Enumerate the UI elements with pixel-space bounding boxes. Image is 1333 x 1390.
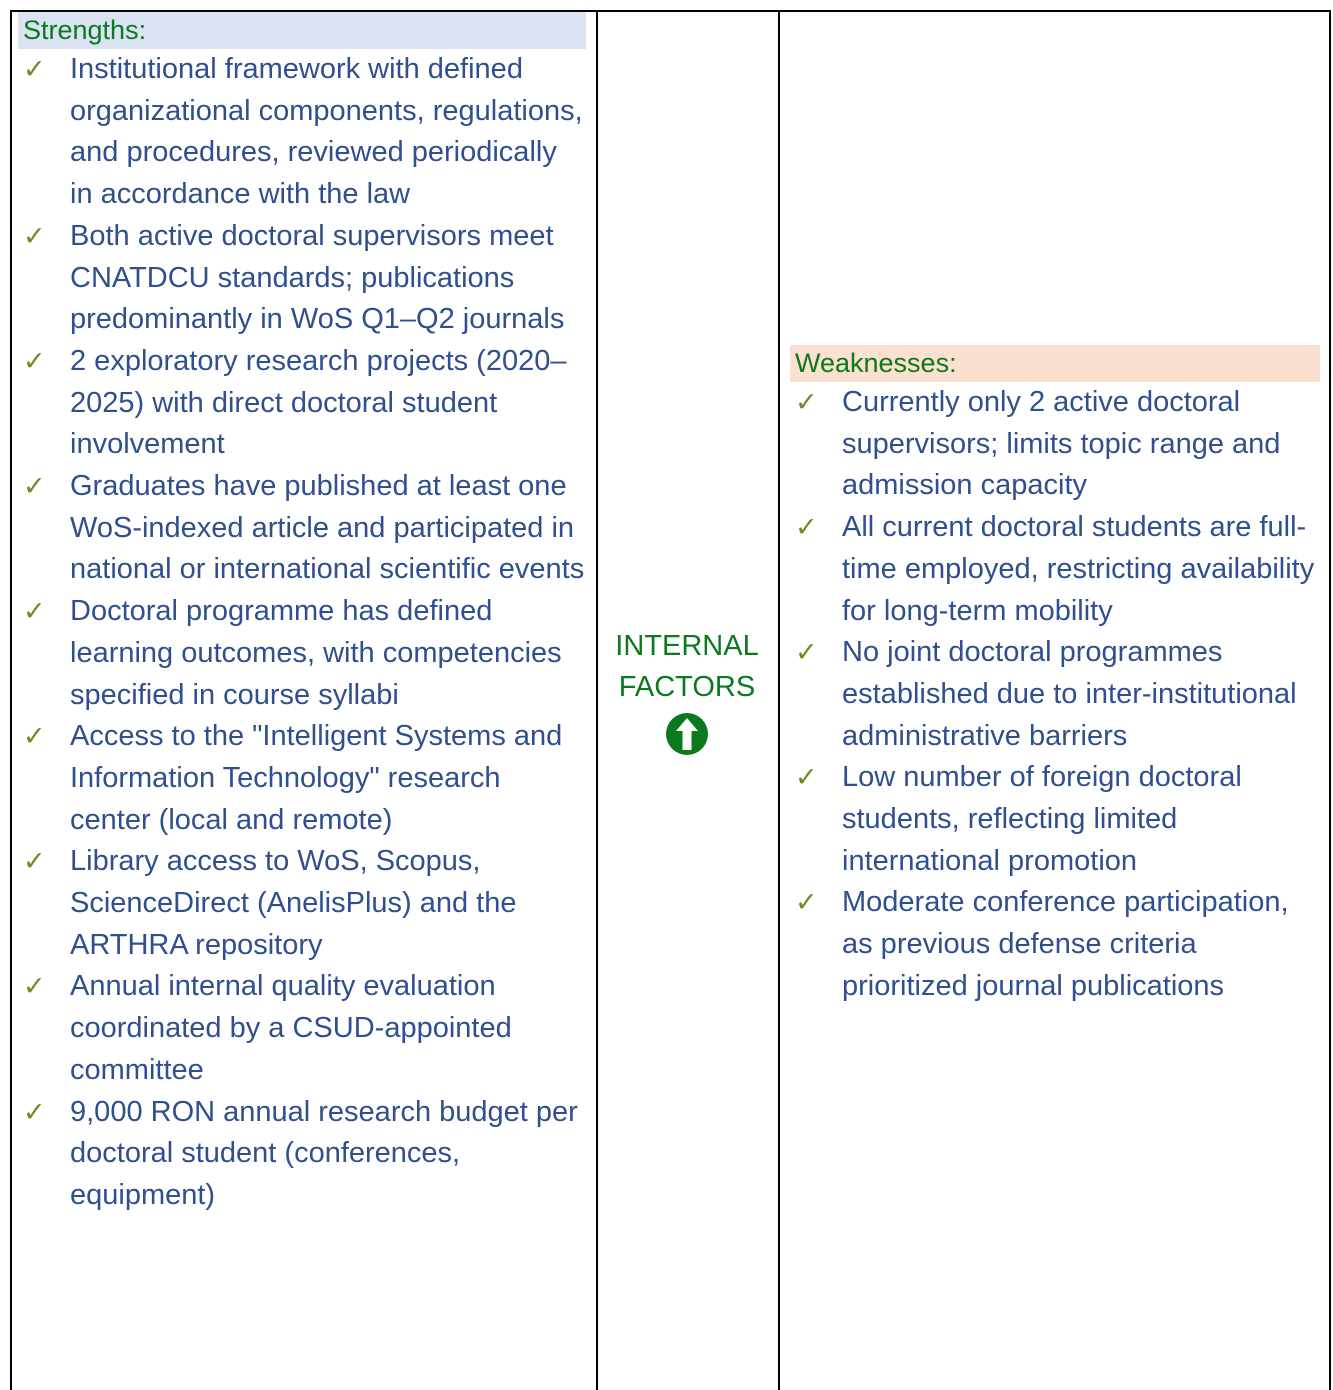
checkmark-icon: ✓ [23,345,46,377]
strengths-column [18,12,586,1217]
checkmark-icon: ✓ [23,54,46,85]
list-item: ✓ Access to the "Intelligent Systems and Information Technology" research center (local and remote) [18,716,586,841]
list-item: ✓ Annual internal quality evaluation coordinated by a CSUD-appointed committee [18,966,586,1091]
checkmark-icon: ✓ [23,1096,46,1128]
checkmark-icon: ✓ [23,471,46,503]
list-item: ✓ Low number of foreign doctoral students, reflecting limited international promotion [790,757,1320,882]
checkmark-icon: ✓ [23,971,46,1003]
weaknesses-column [790,345,1320,1008]
checkmark-icon: ✓ [795,512,818,544]
strengths-list [18,49,586,1217]
list-item: ✓ Moderate conference participation, as previous defense criteria prioritized journal publications [790,882,1320,1007]
list-item: ✓ No joint doctoral programmes established due to inter-institutional administrative barriers [790,632,1320,757]
checkmark-icon: ✓ [795,887,818,919]
internal-factors-label: INTERNAL FACTORS [598,626,776,756]
list-item: ✓ Graduates have published at least one WoS-indexed article and participated in national or international scientific events [18,466,586,591]
checkmark-icon: ✓ [795,637,818,669]
checkmark-icon: ✓ [23,721,46,753]
up-arrow-circle-icon [665,712,709,756]
list-item: ✓ Institutional framework with defined organizational components, regulations, and procedures, reviewed periodically in accordance with the law [18,49,586,216]
list-item: ✓ Doctoral programme has defined learning outcomes, with competencies specified in course syllabi [18,591,586,716]
checkmark-icon: ✓ [23,220,46,252]
checkmark-icon: ✓ [795,387,818,418]
weaknesses-list [790,382,1320,1008]
list-item: ✓ Currently only 2 active doctoral supervisors; limits topic range and admission capacity [790,382,1320,507]
strengths-heading: Strengths: [18,12,586,49]
list-item: ✓ 2 exploratory research projects (2020–2025) with direct doctoral student involvement [18,341,586,466]
list-item: ✓ All current doctoral students are full-time employed, restricting availability for long-term mobility [790,507,1320,632]
list-item: ✓ 9,000 RON annual research budget per doctoral student (conferences, equipment) [18,1092,586,1217]
checkmark-icon: ✓ [23,846,46,878]
list-item: ✓ Library access to WoS, Scopus, ScienceDirect (AnelisPlus) and the ARTHRA repository [18,841,586,966]
weaknesses-heading: Weaknesses: [790,345,1320,382]
column-divider [778,10,780,1390]
list-item: ✓ Both active doctoral supervisors meet CNATDCU standards; publications predominantly in WoS Q1–Q2 journals [18,216,586,341]
checkmark-icon: ✓ [23,596,46,628]
checkmark-icon: ✓ [795,762,818,794]
